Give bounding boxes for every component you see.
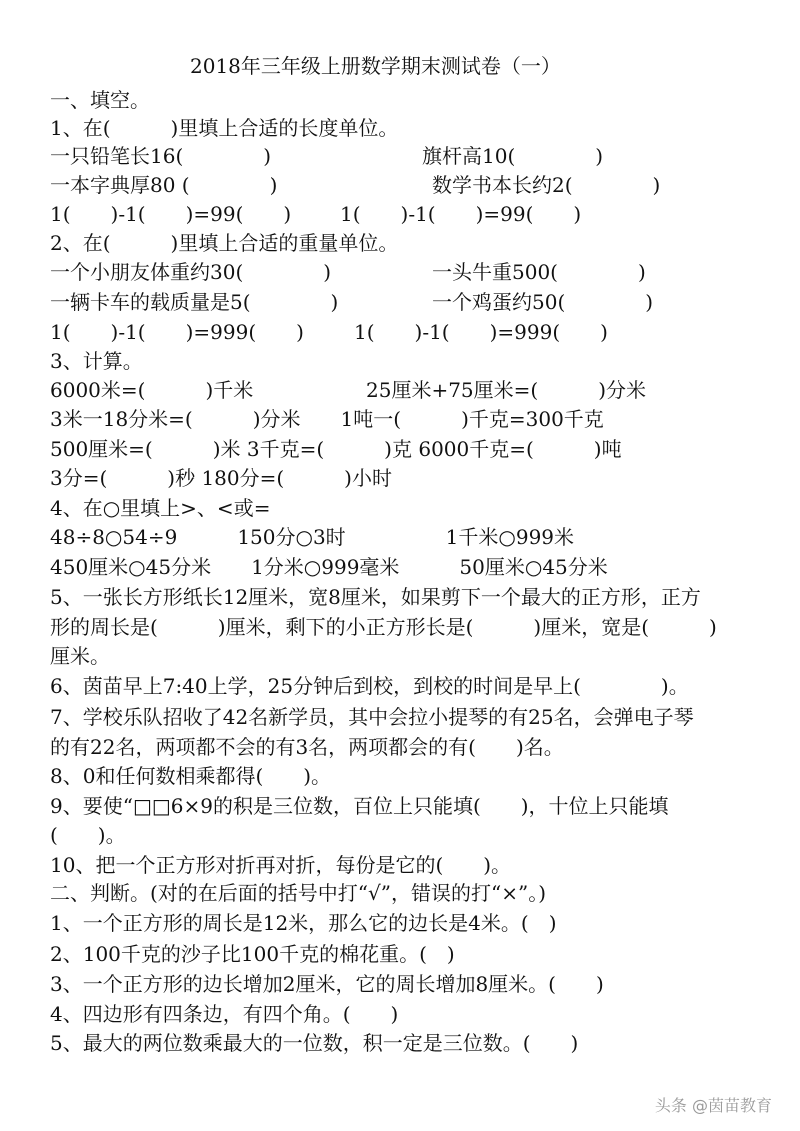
question-line: 1( )-1( )=99( ) [50, 202, 292, 226]
judgment-line: 5、最大的两位数乘最大的一位数，积一定是三位数。( ) [50, 1031, 579, 1055]
question-line: 4、在○里填上>、<或= [50, 496, 271, 520]
question-line: 的有22名，两项都不会的有3名，两项都会的有( )名。 [50, 735, 564, 759]
question-line: 6000米=( )千米 [50, 378, 254, 402]
question-line: 一只铅笔长16( ) [50, 144, 272, 168]
question-line: 旗杆高10( ) [422, 144, 604, 168]
page-title: 2018年三年级上册数学期末测试卷（一） [190, 54, 561, 78]
question-line: 3分=( )秒 180分=( )小时 [50, 466, 392, 490]
question-line: 3、计算。 [50, 349, 143, 373]
question-line: 8、0和任何数相乘都得( )。 [50, 764, 332, 788]
judgment-line: 3、一个正方形的边长增加2厘米，它的周长增加8厘米。( ) [50, 972, 604, 996]
question-line: 450厘米○45分米 1分米○999毫米 50厘米○45分米 [50, 555, 608, 579]
question-line: 一个小朋友体重约30( ) [50, 260, 332, 284]
question-line: 9、要使“□□6×9的积是三位数，百位上只能填( )，十位上只能填 [50, 794, 669, 818]
question-line: 10、把一个正方形对折再对折，每份是它的( )。 [50, 853, 512, 877]
judgment-line: 2、100千克的沙子比100千克的棉花重。( ) [50, 942, 455, 966]
question-line: 形的周长是( )厘米，剩下的小正方形长是( )厘米，宽是( ) [50, 615, 717, 639]
question-line: 48÷8○54÷9 150分○3时 1千米○999米 [50, 525, 575, 549]
section-heading: 一、填空。 [50, 88, 150, 112]
judgment-line: 4、四边形有四条边，有四个角。( ) [50, 1002, 399, 1026]
question-line: 一头牛重500( ) [432, 260, 646, 284]
question-line: 2、在( )里填上合适的重量单位。 [50, 231, 399, 255]
watermark: 头条 @茵苗教育 [654, 1096, 772, 1115]
question-line: ( )。 [50, 823, 126, 847]
question-line: 6、茵苗早上7:40上学，25分钟后到校，到校的时间是早上( )。 [50, 674, 689, 698]
question-line: 数学书本长约2( ) [432, 173, 661, 197]
question-line: 一个鸡蛋约50( ) [432, 290, 654, 314]
question-line: 500厘米=( )米 3千克=( )克 6000千克=( )吨 [50, 437, 622, 461]
question-line: 一辆卡车的载质量是5( ) [50, 290, 339, 314]
section-heading: 二、判断。(对的在后面的括号中打“√”，错误的打“×”。) [50, 881, 547, 905]
question-line: 1( )-1( )=999( ) [354, 320, 608, 344]
question-line: 厘米。 [50, 644, 110, 668]
question-line: 一本字典厚80 ( ) [50, 173, 278, 197]
question-line: 5、一张长方形纸长12厘米，宽8厘米，如果剪下一个最大的正方形，正方 [50, 585, 701, 609]
judgment-line: 1、一个正方形的周长是12米，那么它的边长是4米。( ) [50, 911, 557, 935]
question-line: 1( )-1( )=999( ) [50, 320, 304, 344]
question-line: 3米一18分米=( )分米 1吨一( )千克=300千克 [50, 407, 604, 431]
question-line: 1、在( )里填上合适的长度单位。 [50, 116, 399, 140]
question-line: 7、学校乐队招收了42名新学员，其中会拉小提琴的有25名，会弹电子琴 [50, 705, 694, 729]
question-line: 1( )-1( )=99( ) [340, 202, 582, 226]
question-line: 25厘米+75厘米=( )分米 [366, 378, 647, 402]
